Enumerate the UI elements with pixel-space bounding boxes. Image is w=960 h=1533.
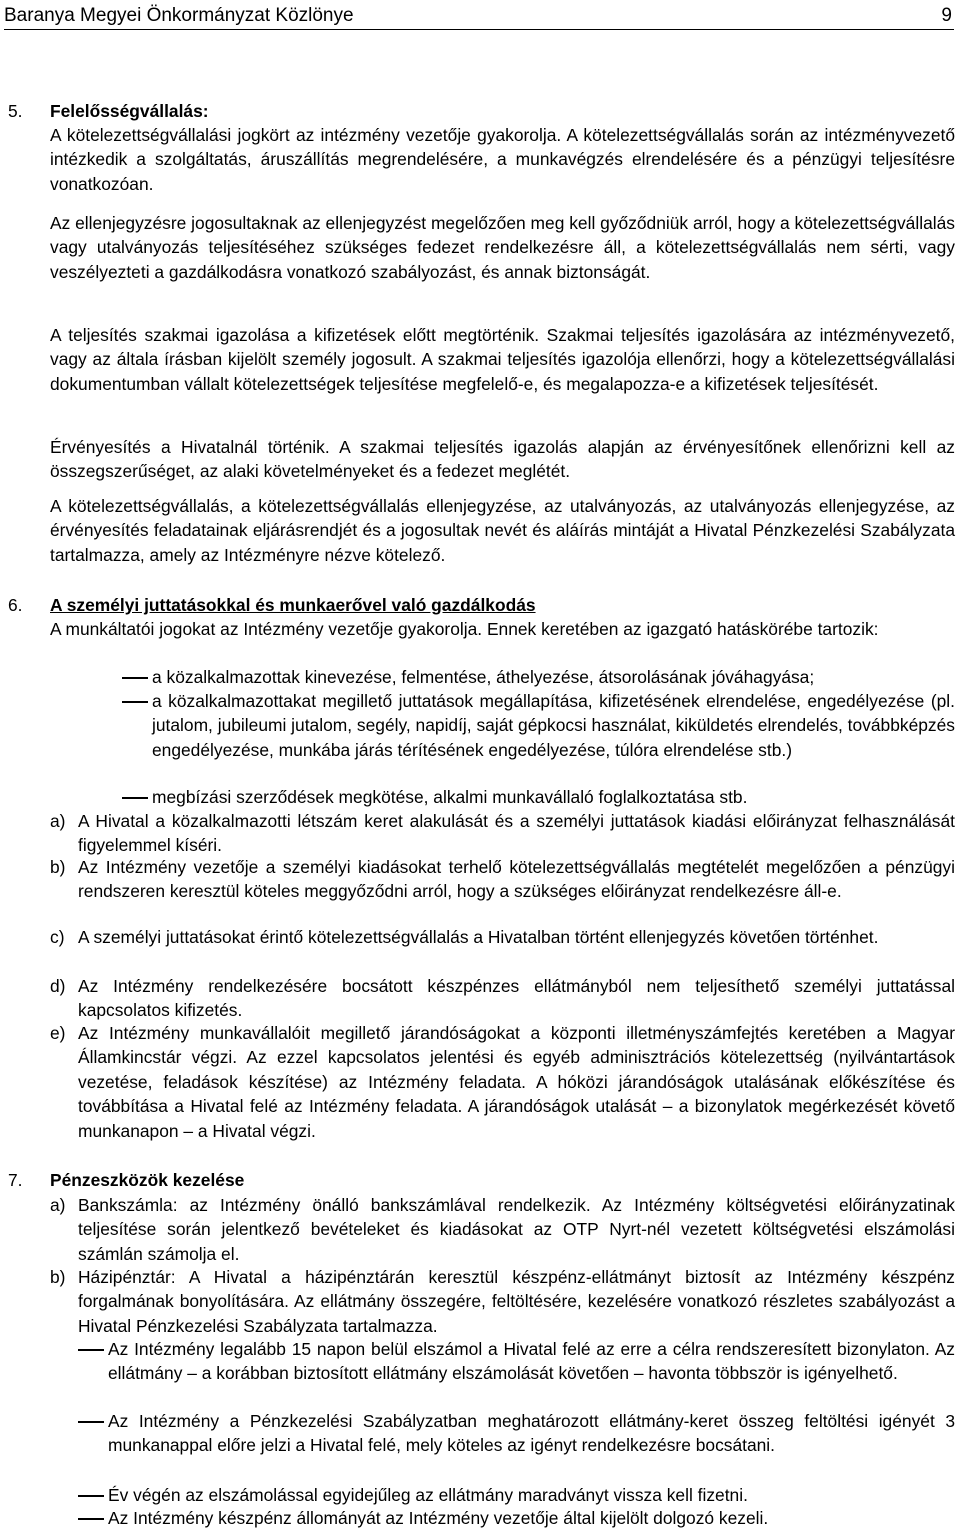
section-6-item-label: e) [50, 1023, 66, 1043]
section-7-dash-2: Az Intézmény a Pénzkezelési Szabályzatban meghatározott ellátmány-keret összeg feltöltési igényét 3 munkanappal előre jelzi a Hivatal felé, mely köteles az igényt rendelkezésre bocsátani. [108, 1411, 955, 1456]
section-5-paragraph-2: Az ellenjegyzésre jogosultaknak az ellenjegyzést megelőzően meg kell győződniük arról, hogy a kötelezettségvállalás vagy utalványozás teljesítéséhez szükséges fedezet rendelkezésre áll, a kötelezettségvállalás nem sérti, vagy veszélyezteti a gazdálkodásra vonatkozó szabályozást, és annak biztonságát. [50, 213, 955, 282]
section-6-item-label: d) [50, 976, 66, 996]
section-7-dash-4: Az Intézmény készpénz állományát az Intézmény vezetője által kijelölt dolgozó kezeli. [108, 1508, 769, 1528]
section-5-paragraph-3: A teljesítés szakmai igazolása a kifizetések előtt megtörténik. Szakmai teljesítés igazolására az intézményvezető, vagy az általa írásban kijelölt személy jogosult. A szakmai teljesítés igazolója ellenőrzi, hogy a kötelezettségvállalási dokumentumban vállalt kötelezettségek teljesítése megfelelő-e, és megalapozza-e a kifizetések teljesítését. [50, 325, 955, 394]
section-6-dash-3: megbízási szerződések megkötése, alkalmi munkavállaló foglalkoztatása stb. [152, 787, 748, 807]
section-7-dash-1: Az Intézmény legalább 15 napon belül elszámol a Hivatal felé az erre a célra rendszeresített bizonylaton. Az ellátmány – a korábban biztosított ellátmány elszámolását követően – havonta többször is igényelhető. [108, 1339, 955, 1384]
page-header [4, 3, 954, 30]
section-7-title: Pénzeszközök kezelése [50, 1170, 245, 1190]
section-6-title: A személyi juttatásokkal és munkaerővel való gazdálkodás [50, 595, 536, 615]
section-6-dash-2: a közalkalmazottakat megillető juttatások megállapítása, kifizetésének elrendelése, engedélyezése (pl. jutalom, jubileumi jutalom, segély, napidíj, saját gépkocsi használat, kiküldetés elrendelés, továbbképzés engedélyezése, munkába járás térítésének engedélyezése, túlóra elrendelése stb.) [152, 691, 955, 760]
section-6-dash-1: a közalkalmazottak kinevezése, felmentése, áthelyezése, átsorolásának jóváhagyása; [152, 667, 815, 687]
section-5-paragraph-4: Érvényesítés a Hivatalnál történik. A szakmai teljesítés igazolás alapján az érvényesítőnek ellenőrizni kell az összegszerűséget, az alaki követelményeket és a fedezet meglétét. [50, 437, 955, 482]
section-6-item-e: Az Intézmény munkavállalóit megillető járandóságokat a központi illetményszámfejtés keretében a Magyar Államkincstár végzi. Az ezzel kapcsolatos jelentési és egyéb adminisztrációs kötelezettség (nyilvántartások vezetése, feladások készítése) az Intézmény feladata. A hóközi járandóságok utalásának előkészítése és továbbítása a Hivatal felé az Intézmény feladata. A járandóságok utalását – a bizonylatok megérkezését követő munkanapon – a Hivatal végzi. [78, 1023, 955, 1141]
section-5-paragraph-1: A kötelezettségvállalási jogkört az intézmény vezetője gyakorolja. A kötelezettségvállalás során az intézményvezető intézkedik a szolgáltatás, áruszállítás megrendelésére, a munkavégzés elrendelésére és a pénzügyi teljesítésre vonatkozóan. [50, 125, 955, 194]
section-7-item-b: Házipénztár: A Hivatal a házipénztárán keresztül készpénz-ellátmányt biztosít az Intézmény készpénz forgalmának bonyolítására. Az ellátmány összegére, feltöltésére, kezelésére vonatkozó részletes szabályozást a Hivatal Pénzkezelési Szabályzata tartalmazza. [78, 1267, 955, 1336]
publication-title: Baranya Megyei Önkormányzat Közlönye [4, 5, 354, 26]
section-6-intro: A munkáltatói jogokat az Intézmény vezetője gyakorolja. Ennek keretében az igazgató hatáskörébe tartozik: [50, 619, 879, 639]
page-number: 9 [941, 5, 952, 26]
section-7-dash-3: Év végén az elszámolással egyidejűleg az ellátmány maradványt vissza kell fizetni. [108, 1485, 748, 1505]
section-5-number: 5. [8, 101, 23, 121]
section-6-item-b: Az Intézmény vezetője a személyi kiadásokat terhelő kötelezettségvállalás megtételét megelőzően a pénzügyi rendszeren keresztül köteles meggyőződni arról, hogy a szükséges előirányzat rendelkezésre áll-e. [78, 857, 955, 902]
section-6-item-label: a) [50, 811, 66, 831]
section-7-item-label: a) [50, 1195, 66, 1215]
section-6-number: 6. [8, 595, 23, 615]
section-7-item-a: Bankszámla: az Intézmény önálló bankszámlával rendelkezik. Az Intézmény költségvetési előirányzatinak teljesítése során jelentkező bevételeket és kiadásokat az OTP Nyrt-nél vezetett költségvetési elszámolási számlán számolja el. [78, 1195, 955, 1264]
section-5-paragraph-5: A kötelezettségvállalás, a kötelezettségvállalás ellenjegyzése, az utalványozás, az utalványozás ellenjegyzése, az érvényesítés feladatainak eljárásrendjét és a jogosultak nevét és aláírás mintáját a Hivatal Pénzkezelési Szabályzata tartalmazza, amely az Intézményre nézve kötelező. [50, 496, 955, 565]
section-7-item-label: b) [50, 1267, 66, 1287]
section-6-item-d: Az Intézmény rendelkezésére bocsátott készpénzes ellátmányból nem teljesíthető személyi juttatással kapcsolatos kifizetés. [78, 976, 955, 1021]
section-7-number: 7. [8, 1170, 23, 1190]
section-6-item-c: A személyi juttatásokat érintő kötelezettségvállalás a Hivatalban történt ellenjegyzés követően történhet. [78, 927, 879, 947]
section-5-title: Felelősségvállalás: [50, 101, 209, 121]
section-6-item-a: A Hivatal a közalkalmazotti létszám keret alakulását és a személyi juttatások kiadási előirányzat felhasználását figyelemmel kíséri. [78, 811, 955, 856]
section-6-item-label: c) [50, 927, 65, 947]
section-6-item-label: b) [50, 857, 66, 877]
